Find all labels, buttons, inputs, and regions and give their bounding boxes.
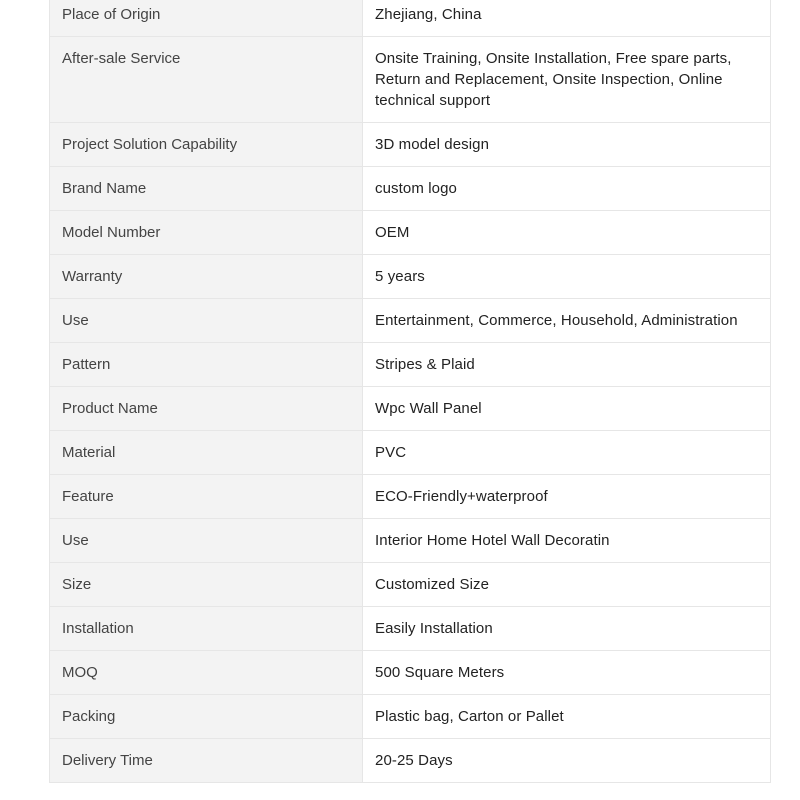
spec-table-container [49,0,771,783]
spec-label: After-sale Service [50,37,363,123]
spec-label: Place of Origin [50,0,363,37]
spec-value: PVC [363,431,771,475]
table-row [50,255,771,299]
spec-label: Packing [50,695,363,739]
spec-value: 500 Square Meters [363,651,771,695]
spec-label: Installation [50,607,363,651]
spec-value: OEM [363,211,771,255]
spec-value: Easily Installation [363,607,771,651]
table-row [50,739,771,783]
table-row [50,343,771,387]
table-row [50,651,771,695]
table-row [50,123,771,167]
table-row [50,431,771,475]
spec-label: Use [50,299,363,343]
table-row [50,475,771,519]
spec-value: Stripes & Plaid [363,343,771,387]
spec-label: Delivery Time [50,739,363,783]
spec-label: Material [50,431,363,475]
spec-value: Customized Size [363,563,771,607]
spec-value: 5 years [363,255,771,299]
table-row [50,167,771,211]
table-row [50,607,771,651]
table-row [50,0,771,37]
spec-label: Feature [50,475,363,519]
spec-value: custom logo [363,167,771,211]
spec-value: Onsite Training, Onsite Installation, Free spare parts, Return and Replacement, Onsite Inspection, Online technical support [363,37,771,123]
table-row [50,211,771,255]
spec-label: Pattern [50,343,363,387]
table-row [50,387,771,431]
spec-label: Model Number [50,211,363,255]
spec-value: ECO-Friendly+waterproof [363,475,771,519]
spec-label: Size [50,563,363,607]
product-spec-table [49,0,771,783]
table-row [50,695,771,739]
spec-value: 20-25 Days [363,739,771,783]
table-row [50,519,771,563]
spec-label: Brand Name [50,167,363,211]
spec-label: Project Solution Capability [50,123,363,167]
spec-value: Zhejiang, China [363,0,771,37]
spec-label: Product Name [50,387,363,431]
table-row [50,299,771,343]
spec-value: Interior Home Hotel Wall Decoratin [363,519,771,563]
spec-label: MOQ [50,651,363,695]
spec-value: Plastic bag, Carton or Pallet [363,695,771,739]
table-row [50,37,771,123]
spec-label: Use [50,519,363,563]
spec-value: Wpc Wall Panel [363,387,771,431]
table-row [50,563,771,607]
spec-label: Warranty [50,255,363,299]
spec-value: Entertainment, Commerce, Household, Administration [363,299,771,343]
spec-value: 3D model design [363,123,771,167]
